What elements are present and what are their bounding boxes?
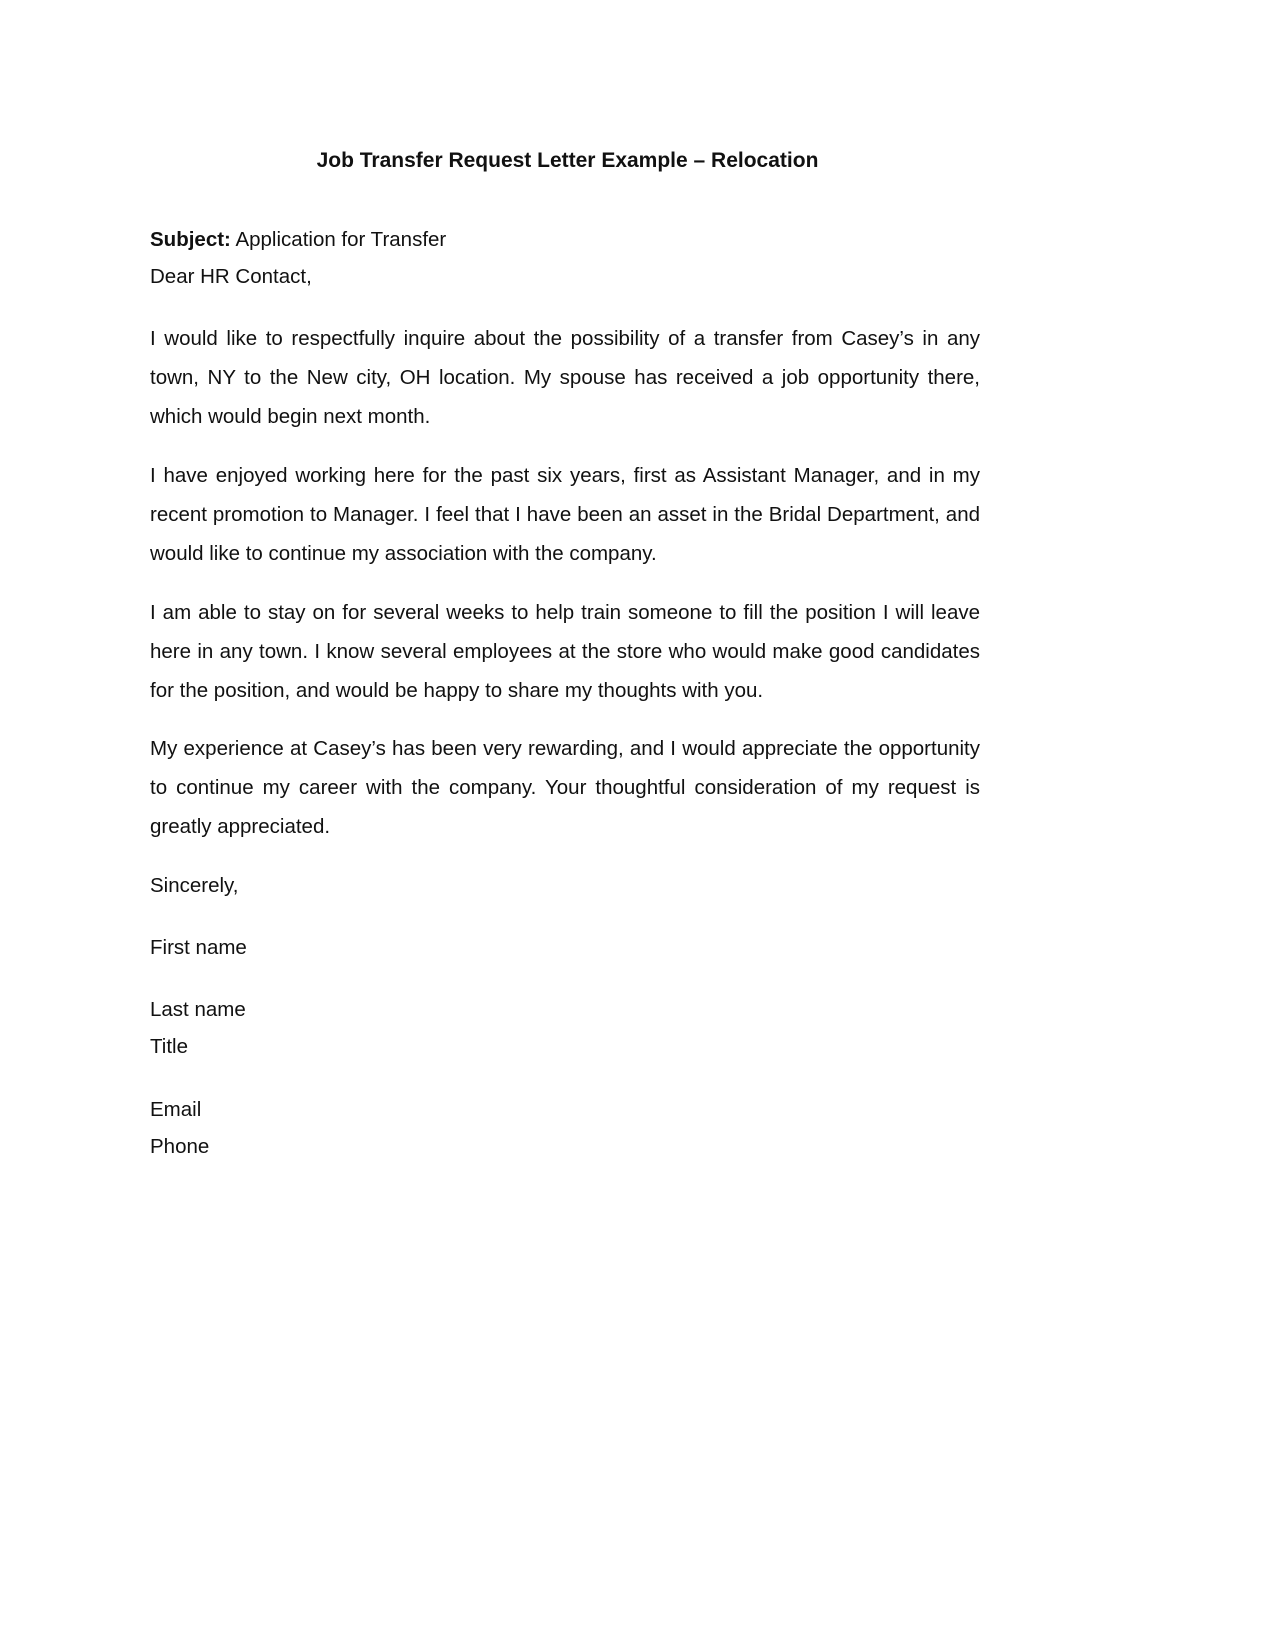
subject-label: Subject:	[150, 228, 231, 251]
subject-value: Application for Transfer	[235, 228, 447, 251]
signature-first-name: First name	[150, 936, 247, 959]
closing: Sincerely,	[150, 874, 239, 897]
signature-email: Email	[150, 1098, 202, 1121]
signature-phone: Phone	[150, 1135, 210, 1158]
paragraph-1: I would like to respectfully inquire about the possibility of a transfer from Casey’s in any town, NY to the New city, OH location. My spouse has received a job opportunity there, which would begin next month.	[150, 327, 980, 428]
salutation: Dear HR Contact,	[150, 265, 312, 288]
paragraph-2: I have enjoyed working here for the past six years, first as Assistant Manager, and in my recent promotion to Manager. I feel that I have been an asset in the Bridal Department, and would like to continue my association with the company.	[150, 464, 980, 565]
signature-title: Title	[150, 1035, 188, 1058]
document-title: Job Transfer Request Letter Example – Relocation	[316, 149, 819, 172]
subject-line	[150, 220, 980, 259]
paragraph-4: My experience at Casey’s has been very rewarding, and I would appreciate the opportunity to continue my career with the company. Your thoughtful consideration of my request is greatly appreciated.	[150, 737, 980, 838]
signature-last-name: Last name	[150, 998, 246, 1021]
paragraph-3: I am able to stay on for several weeks to help train someone to fill the position I will leave here in any town. I know several employees at the store who would make good candidates for the position, and would be happy to share my thoughts with you.	[150, 601, 980, 702]
